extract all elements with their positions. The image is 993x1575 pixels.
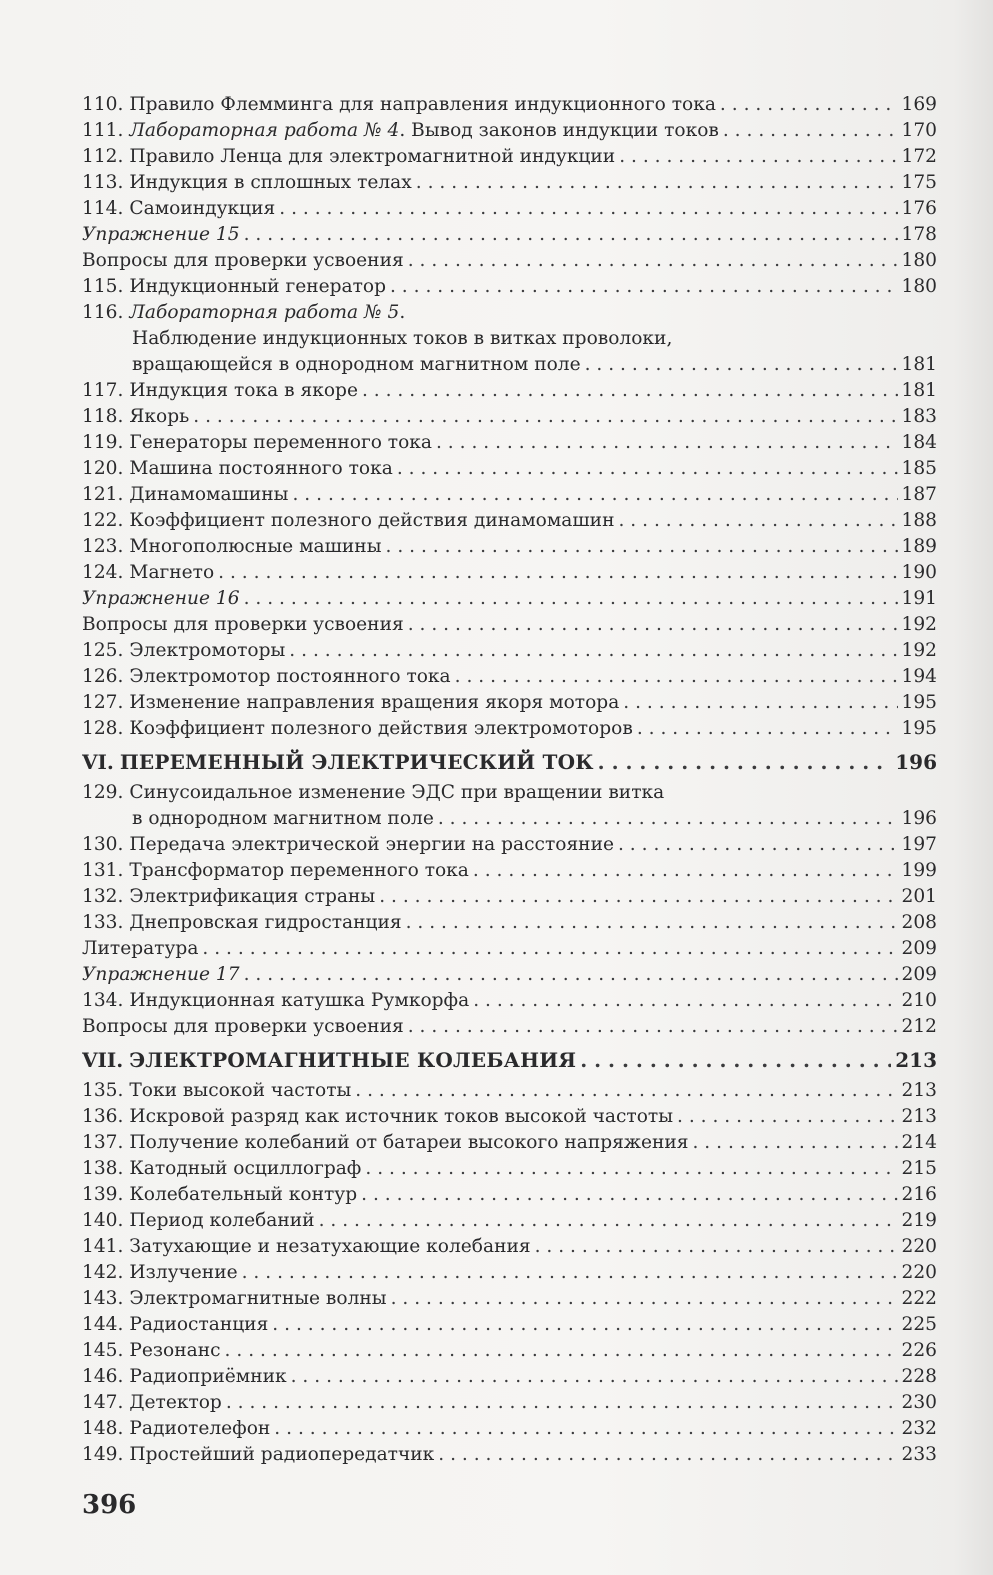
dot-leader (379, 884, 897, 910)
dot-leader (598, 744, 892, 780)
dot-leader (618, 508, 897, 534)
entry-title: Упражнение 15 (82, 224, 240, 245)
entry-page: 192 (901, 640, 937, 661)
entry-title: Период колебаний (129, 1210, 315, 1231)
toc-entry[interactable] (82, 1338, 937, 1364)
entry-number: 146. (82, 1366, 124, 1387)
entry-title: Вопросы для проверки усвоения (82, 250, 404, 271)
dot-leader (438, 1442, 897, 1468)
toc-entry[interactable] (82, 936, 937, 962)
dot-leader (365, 1156, 897, 1182)
toc-entry[interactable] (82, 144, 937, 170)
entry-title: Самоиндукция (129, 198, 276, 219)
toc-entry[interactable] (82, 534, 937, 560)
entry-page: 197 (901, 834, 937, 855)
entry-title: Упражнение 17 (82, 964, 240, 985)
entry-number: 114. (82, 198, 124, 219)
entry-title-rest: . (399, 302, 406, 323)
page-number: 396 (82, 1490, 137, 1520)
entry-number: 136. (82, 1106, 124, 1127)
entry-number: 129. (82, 782, 124, 803)
entry-title: Передача электрической энергии на расстояние (129, 834, 614, 855)
entry-number: 138. (82, 1158, 124, 1179)
toc-entry (82, 780, 937, 806)
entry-title: Многополюсные машины (129, 536, 382, 557)
toc-entry[interactable] (82, 638, 937, 664)
entry-page: 176 (901, 198, 937, 219)
entry-page: 209 (901, 964, 937, 985)
entry-title: Излучение (129, 1262, 238, 1283)
entry-page: 189 (901, 536, 937, 557)
entry-page: 232 (901, 1418, 937, 1439)
toc-entry-continuation[interactable] (82, 806, 937, 832)
toc-entry[interactable] (82, 1078, 937, 1104)
entry-title: Наблюдение индукционных токов в витках проволоки, (132, 328, 673, 349)
dot-leader (535, 1234, 898, 1260)
entry-number: 113. (82, 172, 124, 193)
toc-entry[interactable] (82, 1390, 937, 1416)
entry-number: 112. (82, 146, 124, 167)
entry-page: 184 (901, 432, 937, 453)
entry-title: Индукционный генератор (129, 276, 386, 297)
entry-number: 118. (82, 406, 124, 427)
entry-page: 220 (901, 1236, 937, 1257)
dot-leader (391, 1286, 898, 1312)
entry-page: 233 (901, 1444, 937, 1465)
chapter-heading[interactable] (82, 742, 937, 780)
entry-title: Радиоприёмник (129, 1366, 287, 1387)
dot-leader (202, 936, 897, 962)
dot-leader (242, 1260, 898, 1286)
entry-title: Коэффициент полезного действия электромоторов (129, 718, 633, 739)
entry-number: 143. (82, 1288, 124, 1309)
toc-entry[interactable] (82, 1364, 937, 1390)
entry-number: 141. (82, 1236, 124, 1257)
entry-title: Токи высокой частоты (129, 1080, 352, 1101)
dot-leader (438, 806, 898, 832)
entry-number: 142. (82, 1262, 124, 1283)
dot-leader (390, 274, 898, 300)
entry-page: 175 (901, 172, 937, 193)
dot-leader (274, 1416, 897, 1442)
dot-leader (416, 170, 898, 196)
entry-page: 178 (901, 224, 937, 245)
entry-number: 111. (82, 120, 124, 141)
entry-title: Генераторы переменного тока (129, 432, 432, 453)
toc-entry[interactable] (82, 586, 937, 612)
entry-page: 215 (901, 1158, 937, 1179)
toc-entry[interactable] (82, 404, 937, 430)
entry-page: 185 (901, 458, 937, 479)
dot-leader (279, 196, 897, 222)
entry-number: 133. (82, 912, 124, 933)
toc-entry[interactable] (82, 884, 937, 910)
entry-page: 180 (901, 276, 937, 297)
entry-title: вращающейся в однородном магнитном поле (132, 354, 581, 375)
entry-number: 144. (82, 1314, 124, 1335)
entry-title: Детектор (129, 1392, 222, 1413)
dot-leader (272, 1312, 897, 1338)
entry-page: 214 (901, 1132, 937, 1153)
chapter-page: 213 (895, 1048, 937, 1072)
dot-leader (225, 1338, 898, 1364)
entry-page: 228 (901, 1366, 937, 1387)
dot-leader (436, 430, 898, 456)
dot-leader (637, 716, 898, 742)
chapter-number: VII. (82, 1048, 124, 1072)
entry-page: 222 (901, 1288, 937, 1309)
entry-number: 126. (82, 666, 124, 687)
chapter-title: ПЕРЕМЕННЫЙ ЭЛЕКТРИЧЕСКИЙ ТОК (119, 750, 594, 774)
toc-entry[interactable] (82, 1014, 937, 1040)
toc-entry[interactable] (82, 910, 937, 936)
toc-entry[interactable] (82, 832, 937, 858)
entry-page: 187 (901, 484, 937, 505)
entry-title: Индукция в сплошных телах (129, 172, 412, 193)
chapter-number: VI. (82, 750, 114, 774)
toc-entry[interactable] (82, 482, 937, 508)
entry-page: 169 (901, 94, 937, 115)
entry-number: 120. (82, 458, 124, 479)
entry-page: 192 (901, 614, 937, 635)
dot-leader (362, 378, 898, 404)
dot-leader (193, 404, 897, 430)
toc-entry[interactable] (82, 248, 937, 274)
dot-leader (289, 638, 897, 664)
entry-number: 116. (82, 302, 124, 323)
entry-title: в однородном магнитном поле (132, 808, 434, 829)
dot-leader (473, 988, 897, 1014)
dot-leader (291, 1364, 898, 1390)
entry-page: 196 (901, 808, 937, 829)
toc-entry[interactable] (82, 988, 937, 1014)
entry-title: Коэффициент полезного действия динамомашин (129, 510, 615, 531)
toc-entry[interactable] (82, 1182, 937, 1208)
entry-page: 219 (901, 1210, 937, 1231)
toc-entry[interactable] (82, 1130, 937, 1156)
entry-title: Днепровская гидростанция (129, 912, 402, 933)
table-of-contents (82, 92, 937, 1468)
entry-number: 119. (82, 432, 124, 453)
entry-page: 188 (901, 510, 937, 531)
toc-entry[interactable] (82, 1312, 937, 1338)
entry-title-rest: . Вывод законов индукции токов (399, 120, 719, 141)
entry-title: Правило Ленца для электромагнитной индукции (129, 146, 616, 167)
entry-page: 181 (901, 354, 937, 375)
dot-leader (397, 456, 898, 482)
toc-entry-continuation[interactable] (82, 352, 937, 378)
toc-entry[interactable] (82, 274, 937, 300)
toc-entry[interactable] (82, 962, 937, 988)
entry-title: Магнето (129, 562, 215, 583)
toc-entry[interactable] (82, 1234, 937, 1260)
entry-page: 170 (901, 120, 937, 141)
entry-number: 117. (82, 380, 124, 401)
toc-entry[interactable] (82, 118, 937, 144)
dot-leader (319, 1208, 898, 1234)
entry-page: 190 (901, 562, 937, 583)
toc-entry[interactable] (82, 858, 937, 884)
dot-leader (677, 1104, 897, 1130)
dot-leader (361, 1182, 897, 1208)
dot-leader (618, 832, 898, 858)
toc-entry[interactable] (82, 560, 937, 586)
entry-number: 140. (82, 1210, 124, 1231)
entry-page: 201 (901, 886, 937, 907)
toc-entry[interactable] (82, 690, 937, 716)
entry-page: 212 (901, 1016, 937, 1037)
entry-number: 134. (82, 990, 124, 1011)
toc-entry[interactable] (82, 664, 937, 690)
entry-page: 209 (901, 938, 937, 959)
entry-title: Лабораторная работа № 5 (129, 302, 400, 323)
toc-entry[interactable] (82, 1442, 937, 1468)
dot-leader (244, 962, 898, 988)
entry-title: Вопросы для проверки усвоения (82, 614, 404, 635)
toc-entry[interactable] (82, 430, 937, 456)
dot-leader (406, 910, 898, 936)
entry-title: Трансформатор переменного тока (129, 860, 469, 881)
dot-leader (585, 352, 898, 378)
entry-number: 123. (82, 536, 124, 557)
entry-title: Электромагнитные волны (129, 1288, 387, 1309)
entry-title: Машина постоянного тока (129, 458, 393, 479)
dot-leader (408, 248, 898, 274)
entry-page: 210 (901, 990, 937, 1011)
entry-number: 135. (82, 1080, 124, 1101)
entry-number: 127. (82, 692, 124, 713)
entry-title: Электромоторы (129, 640, 286, 661)
toc-entry[interactable] (82, 612, 937, 638)
entry-title: Катодный осциллограф (129, 1158, 362, 1179)
dot-leader (455, 664, 898, 690)
dot-leader (580, 1042, 891, 1078)
entry-number: 110. (82, 94, 124, 115)
entry-title: Якорь (129, 406, 190, 427)
dot-leader (244, 222, 898, 248)
entry-title: Лабораторная работа № 4 (129, 120, 400, 141)
toc-entry[interactable] (82, 508, 937, 534)
toc-entry[interactable] (82, 378, 937, 404)
toc-entry[interactable] (82, 222, 937, 248)
dot-leader (226, 1390, 898, 1416)
entry-title: Резонанс (129, 1340, 221, 1361)
entry-number: 115. (82, 276, 124, 297)
entry-title: Затухающие и незатухающие колебания (129, 1236, 531, 1257)
toc-entry[interactable] (82, 1286, 937, 1312)
entry-title: Радиотелефон (129, 1418, 271, 1439)
entry-number: 132. (82, 886, 124, 907)
entry-page: 183 (901, 406, 937, 427)
dot-leader (218, 560, 897, 586)
toc-entry[interactable] (82, 196, 937, 222)
dot-leader (619, 144, 897, 170)
entry-title: Индукция тока в якоре (129, 380, 358, 401)
toc-entry[interactable] (82, 1260, 937, 1286)
entry-title: Колебательный контур (129, 1184, 358, 1205)
entry-number: 149. (82, 1444, 124, 1465)
entry-number: 130. (82, 834, 124, 855)
toc-entry[interactable] (82, 170, 937, 196)
entry-number: 128. (82, 718, 124, 739)
dot-leader (292, 482, 897, 508)
toc-entry[interactable] (82, 300, 937, 326)
entry-title: Синусоидальное изменение ЭДС при вращении витка (129, 782, 665, 803)
entry-page: 226 (901, 1340, 937, 1361)
toc-entry[interactable] (82, 1104, 937, 1130)
toc-entry[interactable] (82, 456, 937, 482)
entry-page: 195 (901, 692, 937, 713)
entry-title: Вопросы для проверки усвоения (82, 1016, 404, 1037)
entry-number: 145. (82, 1340, 124, 1361)
entry-title: Изменение направления вращения якоря мотора (129, 692, 620, 713)
dot-leader (623, 690, 897, 716)
entry-title: Электромотор постоянного тока (129, 666, 451, 687)
dot-leader (408, 1014, 898, 1040)
entry-title: Электрификация страны (129, 886, 376, 907)
dot-leader (386, 534, 898, 560)
entry-title: Индукционная катушка Румкорфа (129, 990, 470, 1011)
toc-entry[interactable] (82, 92, 937, 118)
entry-number: 121. (82, 484, 124, 505)
entry-number: 147. (82, 1392, 124, 1413)
chapter-title: ЭЛЕКТРОМАГНИТНЫЕ КОЛЕБАНИЯ (129, 1048, 577, 1072)
toc-entry-continuation (82, 326, 937, 352)
entry-page: 195 (901, 718, 937, 739)
entry-number: 131. (82, 860, 124, 881)
toc-entry[interactable] (82, 1208, 937, 1234)
entry-title: Правило Флемминга для направления индукционного тока (129, 94, 716, 115)
entry-page: 181 (901, 380, 937, 401)
entry-title: Простейший радиопередатчик (129, 1444, 435, 1465)
entry-page: 213 (901, 1106, 937, 1127)
entry-number: 122. (82, 510, 124, 531)
entry-page: 180 (901, 250, 937, 271)
dot-leader (720, 92, 898, 118)
entry-title: Получение колебаний от батареи высокого напряжения (129, 1132, 689, 1153)
entry-page: 191 (901, 588, 937, 609)
toc-entry[interactable] (82, 1416, 937, 1442)
dot-leader (244, 586, 898, 612)
dot-leader (692, 1130, 897, 1156)
entry-title: Упражнение 16 (82, 588, 240, 609)
entry-number: 137. (82, 1132, 124, 1153)
entry-page: 194 (901, 666, 937, 687)
entry-title: Литература (82, 938, 199, 959)
entry-title: Искровой разряд как источник токов высокой частоты (129, 1106, 674, 1127)
chapter-page: 196 (895, 750, 937, 774)
entry-number: 139. (82, 1184, 124, 1205)
entry-page: 213 (901, 1080, 937, 1101)
entry-page: 220 (901, 1262, 937, 1283)
entry-number: 125. (82, 640, 124, 661)
dot-leader (723, 118, 898, 144)
entry-number: 148. (82, 1418, 124, 1439)
entry-page: 225 (901, 1314, 937, 1335)
entry-page: 199 (901, 860, 937, 881)
toc-entry[interactable] (82, 1156, 937, 1182)
entry-page: 172 (901, 146, 937, 167)
chapter-heading[interactable] (82, 1040, 937, 1078)
dot-leader (473, 858, 898, 884)
entry-number: 124. (82, 562, 124, 583)
entry-title: Динамомашины (129, 484, 289, 505)
dot-leader (355, 1078, 897, 1104)
dot-leader (408, 612, 898, 638)
entry-page: 216 (901, 1184, 937, 1205)
toc-entry[interactable] (82, 716, 937, 742)
entry-title: Радиостанция (129, 1314, 269, 1335)
entry-page: 230 (901, 1392, 937, 1413)
entry-page: 208 (901, 912, 937, 933)
